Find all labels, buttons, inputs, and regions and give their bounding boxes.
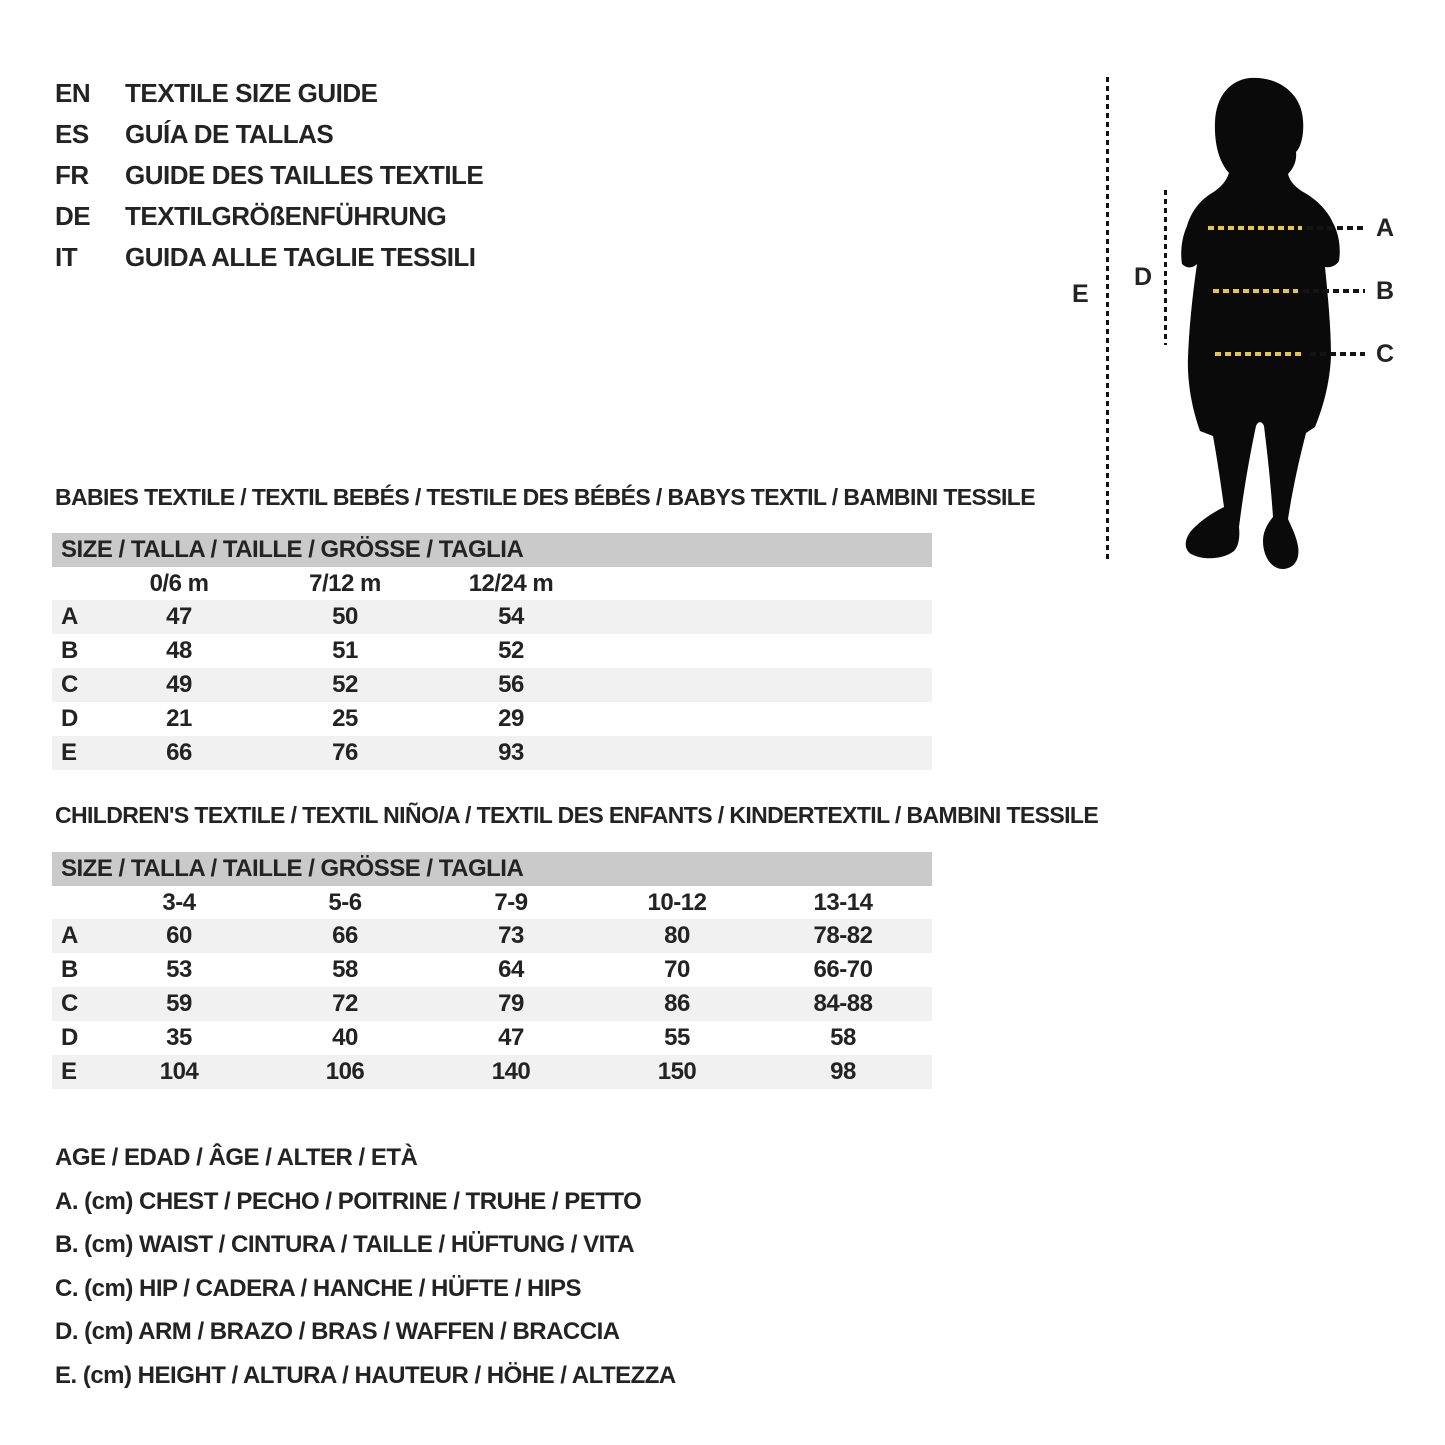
table-row (52, 987, 932, 1021)
measurement-figure (1030, 60, 1445, 605)
row-label: E (61, 1058, 77, 1085)
children-size-header: SIZE / TALLA / TAILLE / GRÖSSE / TAGLIA (52, 852, 932, 886)
size-value: 56 (498, 671, 524, 698)
size-value: 25 (332, 705, 358, 732)
size-col-header: 7/12 m (309, 569, 381, 597)
table-row (52, 702, 932, 736)
size-value: 79 (498, 990, 524, 1017)
size-col-header: 7-9 (494, 888, 528, 916)
arm-measure-line (1164, 190, 1167, 345)
spacer-cell (926, 953, 932, 987)
children-column-header-row (52, 886, 932, 919)
babies-section-title: BABIES TEXTILE / TEXTIL BEBÉS / TESTILE DES BÉBÉS / BABYS TEXTIL / BAMBINI TESSILE (55, 484, 1035, 510)
chest-label: A (1376, 214, 1395, 242)
lang-code: ES (55, 119, 89, 149)
size-value: 47 (498, 1024, 524, 1051)
size-value: 73 (498, 922, 524, 949)
table-row (52, 919, 932, 953)
spacer-cell (594, 702, 932, 736)
lang-code: FR (55, 160, 89, 190)
children-section-title: CHILDREN'S TEXTILE / TEXTIL NIÑO/A / TEXTIL DES ENFANTS / KINDERTEXTIL / BAMBINI TESSILE (55, 802, 1099, 828)
spacer-cell (594, 736, 932, 770)
row-label: C (61, 671, 78, 698)
size-value: 55 (664, 1024, 690, 1051)
spacer-cell (594, 668, 932, 702)
lang-row-fr (55, 155, 483, 196)
table-row (52, 953, 932, 987)
measurement-legend (55, 1136, 676, 1397)
size-value: 52 (498, 637, 524, 664)
language-title-block (55, 73, 483, 278)
children-table (52, 852, 932, 1089)
spacer-cell (926, 886, 932, 919)
size-value: 49 (166, 671, 192, 698)
size-value: 29 (498, 705, 524, 732)
waist-label: B (1376, 277, 1395, 305)
size-value: 54 (498, 603, 524, 630)
size-col-header: 10-12 (647, 888, 707, 916)
size-value: 59 (166, 990, 192, 1017)
waist-measure-line (1213, 289, 1298, 293)
size-value: 76 (332, 739, 358, 766)
size-value: 58 (830, 1024, 856, 1051)
size-value: 93 (498, 739, 524, 766)
legend-age: AGE / EDAD / ÂGE / ALTER / ETÀ (55, 1144, 418, 1171)
size-value: 72 (332, 990, 358, 1017)
size-value: 52 (332, 671, 358, 698)
height-label: E (1072, 280, 1089, 308)
size-value: 70 (664, 956, 690, 983)
size-value: 66 (166, 739, 192, 766)
size-value: 106 (325, 1058, 365, 1085)
babies-size-table (52, 567, 932, 770)
lang-row-de (55, 196, 483, 237)
spacer-cell (926, 1021, 932, 1055)
size-value: 66 (332, 922, 358, 949)
row-label: B (61, 637, 78, 664)
guide-title: TEXTILE SIZE GUIDE (125, 78, 378, 108)
table-row (52, 600, 932, 634)
table-row (52, 1055, 932, 1089)
spacer-cell (594, 634, 932, 668)
guide-title: GUIDA ALLE TAGLIE TESSILI (125, 242, 476, 272)
chest-callout-line (1307, 226, 1365, 230)
guide-title: TEXTILGRÖßENFÜHRUNG (125, 201, 447, 231)
guide-title: GUÍA DE TALLAS (125, 119, 334, 149)
size-value: 80 (664, 922, 690, 949)
size-col-header: 12/24 m (468, 569, 554, 597)
spacer-cell (52, 886, 96, 919)
table-row (52, 668, 932, 702)
size-value: 47 (166, 603, 192, 630)
size-value: 50 (332, 603, 358, 630)
size-value: 78-82 (813, 922, 873, 949)
waist-callout-line (1303, 289, 1365, 293)
lang-code: DE (55, 201, 91, 231)
lang-code: EN (55, 78, 91, 108)
size-value: 40 (332, 1024, 358, 1051)
size-value: 66-70 (813, 956, 873, 983)
size-col-header: 13-14 (813, 888, 873, 916)
size-value: 98 (830, 1058, 856, 1085)
size-value: 86 (664, 990, 690, 1017)
babies-size-header: SIZE / TALLA / TAILLE / GRÖSSE / TAGLIA (52, 533, 932, 567)
table-row (52, 736, 932, 770)
lang-code: IT (55, 242, 78, 272)
size-value: 60 (166, 922, 192, 949)
children-size-table (52, 886, 932, 1089)
legend-waist: B. (cm) WAIST / CINTURA / TAILLE / HÜFTUNG / VITA (55, 1231, 635, 1258)
size-col-header: 5-6 (328, 888, 362, 916)
size-value: 21 (166, 705, 192, 732)
row-label: B (61, 956, 78, 983)
spacer-cell (926, 1055, 932, 1089)
size-value: 53 (166, 956, 192, 983)
hip-callout-line (1310, 352, 1365, 356)
hip-label: C (1376, 340, 1395, 368)
size-value: 104 (159, 1058, 199, 1085)
size-value: 51 (332, 637, 358, 664)
row-label: C (61, 990, 78, 1017)
size-value: 35 (166, 1024, 192, 1051)
babies-column-header-row (52, 567, 932, 600)
size-col-header: 0/6 m (149, 569, 209, 597)
spacer-cell (594, 600, 932, 634)
row-label: D (61, 1024, 78, 1051)
lang-row-es (55, 114, 483, 155)
size-value: 48 (166, 637, 192, 664)
size-value: 58 (332, 956, 358, 983)
table-row (52, 634, 932, 668)
size-value: 64 (498, 956, 524, 983)
guide-title: GUIDE DES TAILLES TEXTILE (125, 160, 484, 190)
legend-height: E. (cm) HEIGHT / ALTURA / HAUTEUR / HÖHE / ALTEZZA (55, 1361, 676, 1389)
table-row (52, 1021, 932, 1055)
legend-hip: C. (cm) HIP / CADERA / HANCHE / HÜFTE / HIPS (55, 1274, 582, 1302)
arm-label: D (1134, 263, 1153, 291)
height-measure-line (1106, 77, 1109, 563)
size-value: 84-88 (813, 990, 873, 1017)
child-silhouette (1178, 76, 1343, 571)
size-value: 150 (657, 1058, 697, 1085)
lang-row-en (55, 73, 483, 114)
lang-row-it (55, 237, 483, 278)
size-value: 140 (491, 1058, 531, 1085)
spacer-cell (52, 567, 96, 600)
babies-table (52, 533, 932, 770)
legend-chest: A. (cm) CHEST / PECHO / POITRINE / TRUHE / PETTO (55, 1187, 642, 1215)
hip-measure-line (1215, 352, 1305, 356)
row-label: D (61, 705, 78, 732)
row-label: A (61, 922, 78, 949)
spacer-cell (926, 919, 932, 953)
row-label: E (61, 739, 77, 766)
spacer-cell (926, 987, 932, 1021)
chest-measure-line (1208, 226, 1302, 230)
size-col-header: 3-4 (162, 888, 196, 916)
row-label: A (61, 603, 78, 630)
spacer-cell (594, 567, 932, 600)
legend-arm: D. (cm) ARM / BRAZO / BRAS / WAFFEN / BRACCIA (55, 1318, 620, 1345)
